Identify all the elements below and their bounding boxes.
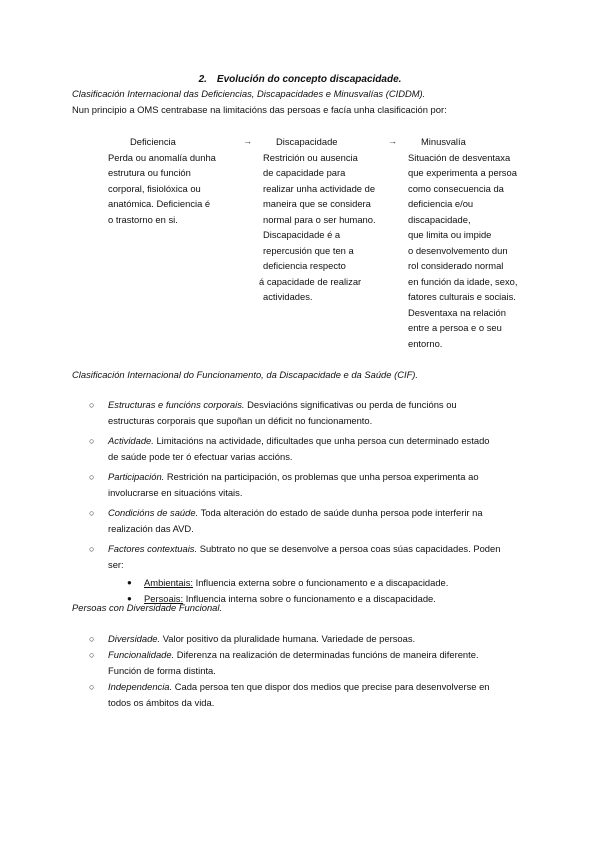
column-line: á capacidade de realizar [259,275,362,287]
column-line: en función da idade, sexo, [408,275,518,287]
sub-item-text: Influencia externa sobre o funcionamento e a discapacidade. [192,577,449,588]
column-line: como consecuencia da [408,182,504,194]
item-text: Toda alteración do estado de saúde dunha persoa pode interferir na [198,507,483,518]
circle-bullet-icon: ○ [89,508,95,518]
list-item [89,505,500,537]
column-line: Restrición ou ausencia [263,151,358,163]
section1-subtitle: Clasificación Internacional das Deficiencias, Discapacidades e Minusvalías (CIDDM). [72,88,426,99]
circle-bullet-icon: ○ [89,634,95,644]
column-head: Discapacidade [276,136,338,147]
item-term: Condicións de saúde. [108,507,199,518]
item-term: Actividade. [108,435,154,446]
circle-bullet-icon: ○ [89,650,95,660]
item-text: estructuras corporais que supoñan un déficit no funcionamento. [108,415,373,426]
item-term: Factores contextuais. [108,543,198,554]
item-text: de saúde pode ter ó efectuar varias accións. [108,451,293,462]
item-text: Función de forma distinta. [108,665,216,676]
heading-title: Evolución do concepto discapacidade. [216,74,402,85]
column-line: rol considerado normal [408,260,504,271]
item-text: Limitacións na actividade, dificultades que unha persoa cun determinado estado [153,435,490,446]
column-deficiencia [108,134,216,227]
column-discapacidade [259,134,376,305]
column-line: actividades. [263,291,313,302]
column-line: entre a persoa e o seu [408,322,502,333]
item-text: ser: [108,559,124,570]
list-item [89,433,500,465]
column-minusvalia [408,134,517,351]
section2-subtitle: Clasificación Internacional do Funcionamento, da Discapacidade e da Saúde (CIF). [72,369,419,380]
column-line: o desenvolvemento dun [408,244,508,256]
section3-subtitle: Persoas con Diversidade Funcional. [72,602,223,613]
list-item [89,647,490,679]
circle-bullet-icon: ○ [89,682,95,692]
list-item [89,541,501,573]
column-line: fatores culturais e sociais. [408,291,516,302]
item-text: Subtrato no que se desenvolve a persoa coas súas capacidades. Poden [197,543,501,554]
sub-item-term: Persoais: [144,593,184,604]
heading-number: 2. [198,74,207,85]
column-line: de capacidade para [263,167,346,178]
list-item [89,397,500,429]
list-item [89,631,490,647]
column-line: deficiencia respecto [263,260,346,271]
item-text: realización das AVD. [108,523,194,534]
item-term: Funcionalidade. [108,649,175,660]
sub-item-text: Influencia interna sobre o funcionamento e a discapacidade. [183,593,436,604]
column-line: o trastorno en si. [108,213,178,225]
column-line: maneira que se considera [263,198,371,209]
item-term: Estructuras e funcións corporais. [108,399,245,410]
list-item [89,679,490,711]
item-text: involucrarse en situacións vitais. [108,487,243,498]
column-line: realizar unha actividade de [263,182,376,194]
item-text: todos os ámbitos da vida. [108,697,215,708]
circle-bullet-icon: ○ [89,400,95,410]
item-text: Valor positivo da pluralidade humana. Variedade de persoas. [160,633,416,644]
column-line: Situación de desventaxa [408,151,511,163]
disc-bullet-icon: ● [127,594,132,603]
column-line: deficiencia e/ou [408,198,474,209]
item-term: Participación. [108,471,165,482]
item-text: Diferenza na realización de determinadas funcións de maneira diferente. [174,649,479,660]
column-line: que limita ou impide [408,229,492,240]
column-line: repercusión que ten a [263,244,354,256]
diversity-list [89,631,490,711]
item-term: Independencia. [108,681,173,692]
circle-bullet-icon: ○ [89,472,95,482]
list-item [89,469,500,501]
column-line: Desventaxa na relación [408,306,506,318]
circle-bullet-icon: ○ [89,436,95,446]
column-line: normal para o ser humano. [263,213,376,225]
circle-bullet-icon: ○ [89,544,95,554]
arrow-icon: → [388,136,397,146]
disc-bullet-icon: ● [127,578,132,587]
item-text: Cada persoa ten que dispor dos medios que precise para desenvolverse en [172,681,490,692]
item-term: Diversidade. [108,633,161,644]
item-text: Restrición na participación, os problemas que unha persoa experimenta ao [164,471,479,482]
column-head: Minusvalía [421,136,466,147]
column-line: Discapacidade é a [263,229,341,240]
column-head: Deficiencia [130,136,176,147]
cif-list [89,397,501,607]
arrow-icon: → [243,136,252,146]
item-text: Desviacións significativas ou perda de funcións ou [244,399,457,410]
column-line: estrutura ou función [108,167,191,178]
sub-item-term: Ambientais: [144,577,193,588]
column-line: discapacidade, [408,213,471,225]
section1-intro: Nun principio a OMS centrabase na limitacións das persoas e facía unha clasificación por: [72,104,447,115]
sub-item [127,575,500,591]
column-line: corporal, fisiolóxica ou [108,182,201,194]
column-line: que experimenta a persoa [408,167,517,178]
column-line: entorno. [408,337,443,349]
page-title [0,74,600,85]
column-line: anatómica. Deficiencia é [108,198,211,209]
column-line: Perda ou anomalía dunha [108,151,216,163]
